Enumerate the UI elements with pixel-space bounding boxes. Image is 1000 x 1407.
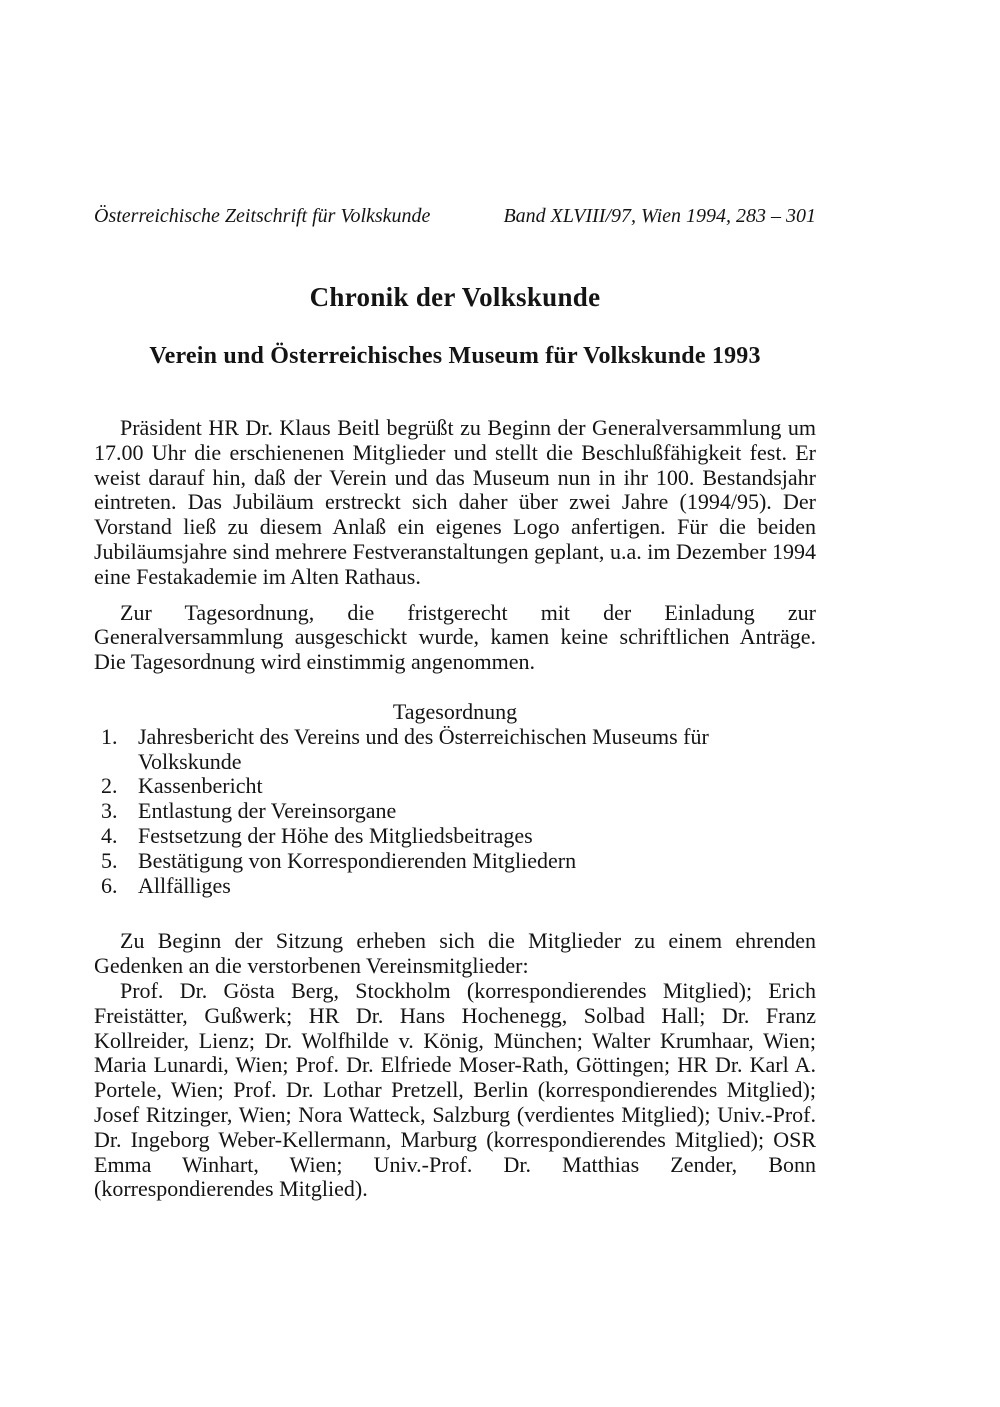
agenda-item-text: Jahresbericht des Vereins und des Österreichischen Museums für Volkskunde	[138, 723, 709, 774]
agenda-item	[101, 874, 816, 899]
agenda-item-number: 2.	[101, 773, 118, 799]
page-content	[94, 204, 816, 1202]
agenda-item-number: 1.	[101, 723, 118, 749]
agenda-item-text: Bestätigung von Korrespondierenden Mitgliedern	[138, 847, 577, 873]
agenda-item-text: Festsetzung der Höhe des Mitgliedsbeitrages	[138, 822, 533, 848]
agenda-item	[101, 725, 816, 775]
agenda-item-text: Allfälliges	[138, 872, 231, 898]
agenda-item-number: 5.	[101, 847, 118, 873]
agenda-list	[94, 725, 816, 899]
agenda-item-text: Kassenbericht	[138, 773, 263, 799]
paragraph-commemoration-intro: Zu Beginn der Sitzung erheben sich die Mitglieder zu einem ehrenden Gedenken an die verstorbenen Vereinsmitglieder:	[94, 928, 816, 979]
agenda-item-number: 3.	[101, 798, 118, 824]
agenda-item	[101, 824, 816, 849]
agenda-item-text: Entlastung der Vereinsorgane	[138, 798, 397, 824]
agenda-heading: Tagesordnung	[392, 698, 518, 724]
paragraph-opening: Präsident HR Dr. Klaus Beitl begrüßt zu Beginn der Generalversammlung um 17.00 Uhr die erschienenen Mitglieder und stellt die Beschlußfähigkeit fest. Er weist darauf hin, daß der Verein und das Museum nun in ihr 100. Bestandsjahr eintreten. Das Jubiläum erstreckt sich daher über zwei Jahre (1994/95). Der Vorstand ließ zu diesem Anlaß ein eigenes Logo anfertigen. Für die beiden Jubiläumsjahre sind mehrere Festveranstaltungen geplant, u.a. im Dezember 1994 eine Festakademie im Alten Rathaus.	[94, 415, 816, 589]
agenda-item-number: 4.	[101, 822, 118, 848]
agenda-item-number: 6.	[101, 872, 118, 898]
page-subtitle: Verein und Österreichisches Museum für Volkskunde 1993	[149, 343, 761, 369]
paragraph-agenda-intro: Zur Tagesordnung, die fristgerecht mit der Einladung zur Generalversammlung ausgeschickt wurde, kamen keine schriftlichen Anträge. Die Tagesordnung wird einstimmig angenommen.	[94, 599, 816, 675]
agenda-item	[101, 799, 816, 824]
article-body	[94, 416, 816, 1202]
journal-header	[94, 204, 816, 228]
journal-name: Österreichische Zeitschrift für Volkskunde	[94, 205, 431, 227]
agenda-item	[101, 849, 816, 874]
page-title: Chronik der Volkskunde	[309, 282, 601, 312]
issue-info: Band XLVIII/97, Wien 1994, 283 – 301	[503, 205, 816, 227]
agenda-item	[101, 774, 816, 799]
paragraph-deceased-members: Prof. Dr. Gösta Berg, Stockholm (korrespondierendes Mitglied); Erich Freistätter, Gußwerk; HR Dr. Hans Hochenegg, Solbad Hall; Dr. Franz Kollreider, Lienz; Dr. Wolfhilde v. König, München; Walter Krumhaar, Wien; Maria Lunardi, Wien; Prof. Dr. Elfriede Moser-Rath, Göttingen; HR Dr. Karl A. Portele, Wien; Prof. Dr. Lothar Pretzell, Berlin (korrespondierendes Mitglied); Josef Ritzinger, Wien; Nora Watteck, Salzburg (verdientes Mitglied); Univ.-Prof. Dr. Ingeborg Weber-Kellermann, Marburg (korrespondierendes Mitglied); OSR Emma Winhart, Wien; Univ.-Prof. Dr. Matthias Zender, Bonn (korrespondierendes Mitglied).	[94, 977, 816, 1202]
